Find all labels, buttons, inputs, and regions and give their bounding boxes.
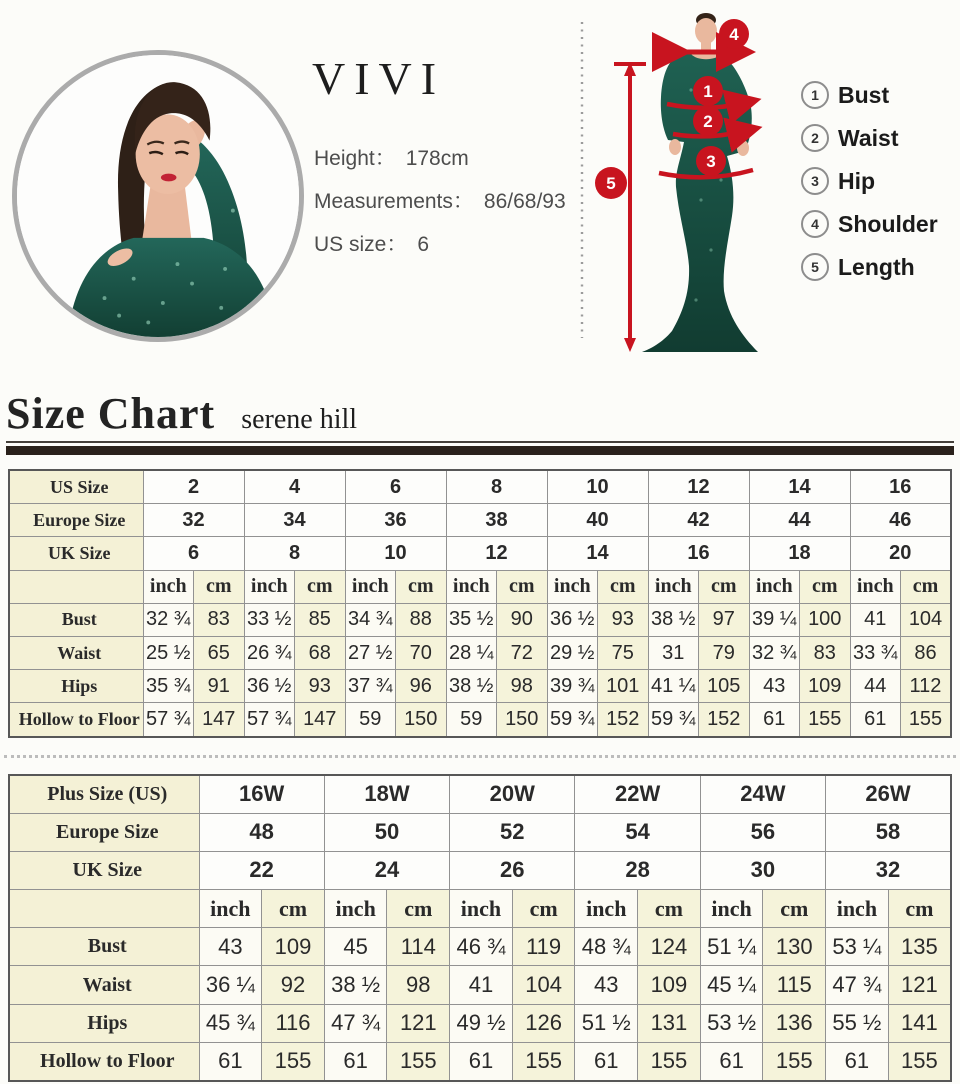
table-cell: 65 <box>194 636 245 669</box>
legend-item-length <box>801 254 938 280</box>
table-cell: 40 <box>547 504 648 537</box>
table-cell: cm <box>800 570 851 603</box>
table-cell: 18 <box>749 537 850 570</box>
table-cell: 8 <box>244 537 345 570</box>
table-cell: 27 ½ <box>345 636 396 669</box>
table-cell: 6 <box>345 470 446 504</box>
table-cell: 39 ¾ <box>547 670 598 703</box>
table-cell: 155 <box>512 1042 575 1081</box>
table-cell: 16 <box>648 537 749 570</box>
table-cell: 72 <box>497 636 548 669</box>
table-cell: cm <box>598 570 649 603</box>
table-cell: 79 <box>699 636 750 669</box>
table-cell: 136 <box>763 1004 826 1042</box>
hero-section <box>0 0 960 388</box>
table-cell: 61 <box>826 1042 889 1081</box>
table-cell: 46 ¾ <box>450 928 513 966</box>
circled-number-icon: 5 <box>801 253 829 281</box>
table-row <box>9 670 951 703</box>
table-cell: 61 <box>199 1042 262 1081</box>
table-cell: 150 <box>497 703 548 737</box>
table-cell: 34 ¾ <box>345 603 396 636</box>
table-cell: 75 <box>598 636 649 669</box>
table-cell: 51 ¼ <box>700 928 763 966</box>
table-cell: cm <box>194 570 245 603</box>
table-row <box>9 570 951 603</box>
table-cell: 61 <box>575 1042 638 1081</box>
table-cell: cm <box>901 570 952 603</box>
brand-subtitle: serene hill <box>241 404 358 435</box>
table-cell: 59 <box>446 703 497 737</box>
table-cell: 114 <box>387 928 450 966</box>
table-cell: 104 <box>901 603 952 636</box>
table-cell: 155 <box>638 1042 701 1081</box>
table-row <box>9 813 951 851</box>
table-cell: 41 <box>450 966 513 1004</box>
table-row <box>9 890 951 928</box>
legend-label: Length <box>838 253 915 280</box>
table-cell: 150 <box>396 703 447 737</box>
table-cell: 116 <box>262 1004 325 1042</box>
table-cell: 104 <box>512 966 575 1004</box>
page-title: Size Chart <box>6 389 216 438</box>
table-cell: 34 <box>244 504 345 537</box>
measurement-diagram <box>556 0 808 378</box>
table-cell: 61 <box>850 703 901 737</box>
table-cell: 28 ¼ <box>446 636 497 669</box>
table-cell: 43 <box>199 928 262 966</box>
circled-number-icon: 1 <box>801 81 829 109</box>
table-cell: 109 <box>638 966 701 1004</box>
table-row <box>9 966 951 1004</box>
table-cell: 147 <box>194 703 245 737</box>
table-cell: 22W <box>575 775 700 814</box>
table-row <box>9 1004 951 1042</box>
circled-number-icon: 3 <box>801 167 829 195</box>
table-cell: 33 ¾ <box>850 636 901 669</box>
table-cell: 32 ¾ <box>143 603 194 636</box>
table-cell: 147 <box>295 703 346 737</box>
table-cell: 59 ¾ <box>648 703 699 737</box>
table-cell: cm <box>387 890 450 928</box>
table-row <box>9 636 951 669</box>
circled-number-icon: 4 <box>801 210 829 238</box>
table-cell: 2 <box>143 470 244 504</box>
table-cell: inch <box>547 570 598 603</box>
table-cell: 26 <box>450 851 575 889</box>
table-cell: Hips <box>9 1004 199 1042</box>
table-cell: Hips <box>9 670 143 703</box>
table-cell: 53 ½ <box>700 1004 763 1042</box>
table-cell: 130 <box>763 928 826 966</box>
model-portrait-illustration <box>17 55 299 337</box>
table-cell: 112 <box>901 670 952 703</box>
stat-value: 86/68/93 <box>483 190 566 213</box>
table-cell: 109 <box>262 928 325 966</box>
table-cell: 45 ¼ <box>700 966 763 1004</box>
table-cell: 96 <box>396 670 447 703</box>
table-cell: 83 <box>800 636 851 669</box>
table-cell: 57 ¾ <box>244 703 295 737</box>
table-cell: 61 <box>450 1042 513 1081</box>
table-cell: 42 <box>648 504 749 537</box>
table-cell: 36 ¼ <box>199 966 262 1004</box>
table-cell: 31 <box>648 636 699 669</box>
table-cell: Europe Size <box>9 813 199 851</box>
table-cell: 24W <box>700 775 825 814</box>
table-cell: 56 <box>700 813 825 851</box>
table-cell: 68 <box>295 636 346 669</box>
table-cell: Europe Size <box>9 504 143 537</box>
stat-value: 178cm <box>405 147 469 170</box>
table-cell: 39 ¼ <box>749 603 800 636</box>
table-cell: cm <box>262 890 325 928</box>
table-cell: inch <box>244 570 295 603</box>
table-cell <box>9 890 199 928</box>
measurement-legend <box>801 82 938 297</box>
table-cell: 35 ½ <box>446 603 497 636</box>
table-cell: 141 <box>888 1004 951 1042</box>
table-cell: inch <box>648 570 699 603</box>
table-cell: 85 <box>295 603 346 636</box>
table-cell: inch <box>199 890 262 928</box>
table-cell: 47 ¾ <box>826 966 889 1004</box>
stat-label: US size： <box>314 233 408 256</box>
table-cell: 28 <box>575 851 700 889</box>
model-photo <box>12 50 304 342</box>
table-cell: 49 ½ <box>450 1004 513 1042</box>
table-cell: 38 ½ <box>648 603 699 636</box>
table-cell: 48 ¾ <box>575 928 638 966</box>
table-cell: 131 <box>638 1004 701 1042</box>
table-cell: 155 <box>262 1042 325 1081</box>
table-cell: 18W <box>324 775 449 814</box>
table-cell: 36 <box>345 504 446 537</box>
table-cell: cm <box>295 570 346 603</box>
divider-thin <box>6 441 954 443</box>
table-cell: 59 ¾ <box>547 703 598 737</box>
table-cell: 38 ½ <box>324 966 387 1004</box>
table-cell: 44 <box>850 670 901 703</box>
model-stats <box>314 142 566 271</box>
table-cell: inch <box>826 890 889 928</box>
table-cell: 45 ¾ <box>199 1004 262 1042</box>
table-cell: 41 <box>850 603 901 636</box>
table-cell: inch <box>324 890 387 928</box>
table-cell: 100 <box>800 603 851 636</box>
table-cell: 16W <box>199 775 324 814</box>
divider-thick <box>6 446 954 455</box>
table-cell: cm <box>512 890 575 928</box>
table-cell: Hollow to Floor <box>9 1042 199 1081</box>
table-cell: 61 <box>700 1042 763 1081</box>
table-cell: cm <box>638 890 701 928</box>
table-cell: 35 ¾ <box>143 670 194 703</box>
stat-us-size <box>314 228 566 254</box>
table-cell: Waist <box>9 636 143 669</box>
table-cell: 97 <box>699 603 750 636</box>
table-cell: inch <box>700 890 763 928</box>
legend-item-waist <box>801 125 938 151</box>
svg-text:1: 1 <box>703 82 713 101</box>
size-chart-heading <box>6 388 954 455</box>
table-cell: 61 <box>749 703 800 737</box>
table-cell: 6 <box>143 537 244 570</box>
table-cell: 124 <box>638 928 701 966</box>
plus-size-table <box>8 774 952 1083</box>
table-cell: US Size <box>9 470 143 504</box>
table-cell: 155 <box>901 703 952 737</box>
table-cell: 57 ¾ <box>143 703 194 737</box>
dotted-divider <box>4 755 956 758</box>
table-cell: 58 <box>826 813 951 851</box>
table-cell: 45 <box>324 928 387 966</box>
table-cell: inch <box>446 570 497 603</box>
table-cell: inch <box>450 890 513 928</box>
table-cell: inch <box>749 570 800 603</box>
table-cell: 93 <box>598 603 649 636</box>
table-row <box>9 928 951 966</box>
table-row <box>9 775 951 814</box>
table-cell <box>9 570 143 603</box>
table-cell: 105 <box>699 670 750 703</box>
table-cell: 29 ½ <box>547 636 598 669</box>
legend-label: Bust <box>838 81 890 108</box>
table-cell: 155 <box>387 1042 450 1081</box>
legend-label: Hip <box>838 167 876 194</box>
table-cell: 4 <box>244 470 345 504</box>
table-cell: 20W <box>450 775 575 814</box>
svg-text:2: 2 <box>703 112 713 131</box>
table-cell: 119 <box>512 928 575 966</box>
table-cell: inch <box>345 570 396 603</box>
table-row <box>9 603 951 636</box>
table-cell: 83 <box>194 603 245 636</box>
table-cell: 152 <box>699 703 750 737</box>
table-cell: inch <box>575 890 638 928</box>
table-cell: 22 <box>199 851 324 889</box>
table-cell: 43 <box>749 670 800 703</box>
table-cell: 126 <box>512 1004 575 1042</box>
table-cell: 32 ¾ <box>749 636 800 669</box>
table-cell: 32 <box>143 504 244 537</box>
table-cell: 121 <box>387 1004 450 1042</box>
table-cell: 26W <box>826 775 951 814</box>
table-cell: 12 <box>446 537 547 570</box>
table-row <box>9 537 951 570</box>
table-cell: cm <box>497 570 548 603</box>
table-cell: 10 <box>345 537 446 570</box>
table-cell: 16 <box>850 470 951 504</box>
table-cell: Plus Size (US) <box>9 775 199 814</box>
table-cell: 115 <box>763 966 826 1004</box>
table-cell: 12 <box>648 470 749 504</box>
table-cell: 90 <box>497 603 548 636</box>
table-cell: 155 <box>800 703 851 737</box>
table-cell: 41 ¼ <box>648 670 699 703</box>
table-cell: 53 ¼ <box>826 928 889 966</box>
table-cell: inch <box>143 570 194 603</box>
table-cell: 38 <box>446 504 547 537</box>
table-cell: 30 <box>700 851 825 889</box>
table-cell: 155 <box>888 1042 951 1081</box>
table-cell: 93 <box>295 670 346 703</box>
table-cell: 24 <box>324 851 449 889</box>
legend-label: Waist <box>838 124 899 151</box>
table-cell: 47 ¾ <box>324 1004 387 1042</box>
dress-diagram-illustration <box>556 0 808 378</box>
table-cell: 14 <box>547 537 648 570</box>
table-cell: 70 <box>396 636 447 669</box>
table-cell: cm <box>763 890 826 928</box>
table-cell: 25 ½ <box>143 636 194 669</box>
svg-text:5: 5 <box>606 174 616 193</box>
table-cell: UK Size <box>9 851 199 889</box>
table-cell: 43 <box>575 966 638 1004</box>
table-cell: 135 <box>888 928 951 966</box>
table-cell: 54 <box>575 813 700 851</box>
standard-size-table <box>8 469 952 738</box>
table-cell: Hollow to Floor <box>9 703 143 737</box>
table-cell: 91 <box>194 670 245 703</box>
table-cell: cm <box>396 570 447 603</box>
stat-height <box>314 142 566 168</box>
table-cell: 46 <box>850 504 951 537</box>
table-cell: 51 ½ <box>575 1004 638 1042</box>
table-row <box>9 1042 951 1081</box>
table-cell: 8 <box>446 470 547 504</box>
table-cell: 10 <box>547 470 648 504</box>
table-cell: 20 <box>850 537 951 570</box>
table-cell: 37 ¾ <box>345 670 396 703</box>
table-cell: UK Size <box>9 537 143 570</box>
circled-number-icon: 2 <box>801 124 829 152</box>
table-cell: 52 <box>450 813 575 851</box>
table-cell: 50 <box>324 813 449 851</box>
table-cell: 44 <box>749 504 850 537</box>
legend-item-bust <box>801 82 938 108</box>
table-cell: 14 <box>749 470 850 504</box>
table-cell: inch <box>850 570 901 603</box>
table-row <box>9 703 951 737</box>
legend-item-hip <box>801 168 938 194</box>
table-cell: 101 <box>598 670 649 703</box>
legend-label: Shoulder <box>838 210 938 237</box>
table-cell: 32 <box>826 851 951 889</box>
table-cell: 109 <box>800 670 851 703</box>
table-cell: 36 ½ <box>547 603 598 636</box>
table-row <box>9 851 951 889</box>
brand-title: VIVI <box>312 53 446 104</box>
table-cell: 55 ½ <box>826 1004 889 1042</box>
stat-value: 6 <box>417 233 430 256</box>
table-cell: 48 <box>199 813 324 851</box>
table-cell: 38 ½ <box>446 670 497 703</box>
table-cell: 155 <box>763 1042 826 1081</box>
table-cell: 98 <box>497 670 548 703</box>
table-cell: cm <box>888 890 951 928</box>
table-cell: 88 <box>396 603 447 636</box>
table-cell: Bust <box>9 603 143 636</box>
table-cell: 36 ½ <box>244 670 295 703</box>
table-row <box>9 470 951 504</box>
stat-label: Measurements： <box>314 190 474 213</box>
table-cell: 98 <box>387 966 450 1004</box>
svg-text:4: 4 <box>729 25 739 44</box>
table-cell: 86 <box>901 636 952 669</box>
stat-measurements <box>314 185 566 211</box>
table-cell: cm <box>699 570 750 603</box>
table-cell: 121 <box>888 966 951 1004</box>
stat-label: Height： <box>314 147 396 170</box>
svg-text:3: 3 <box>706 152 716 171</box>
table-cell: 61 <box>324 1042 387 1081</box>
table-cell: 92 <box>262 966 325 1004</box>
table-cell: 152 <box>598 703 649 737</box>
table-cell: 59 <box>345 703 396 737</box>
table-cell: 26 ¾ <box>244 636 295 669</box>
table-cell: 33 ½ <box>244 603 295 636</box>
table-cell: Waist <box>9 966 199 1004</box>
legend-item-shoulder <box>801 211 938 237</box>
table-cell: Bust <box>9 928 199 966</box>
table-row <box>9 504 951 537</box>
